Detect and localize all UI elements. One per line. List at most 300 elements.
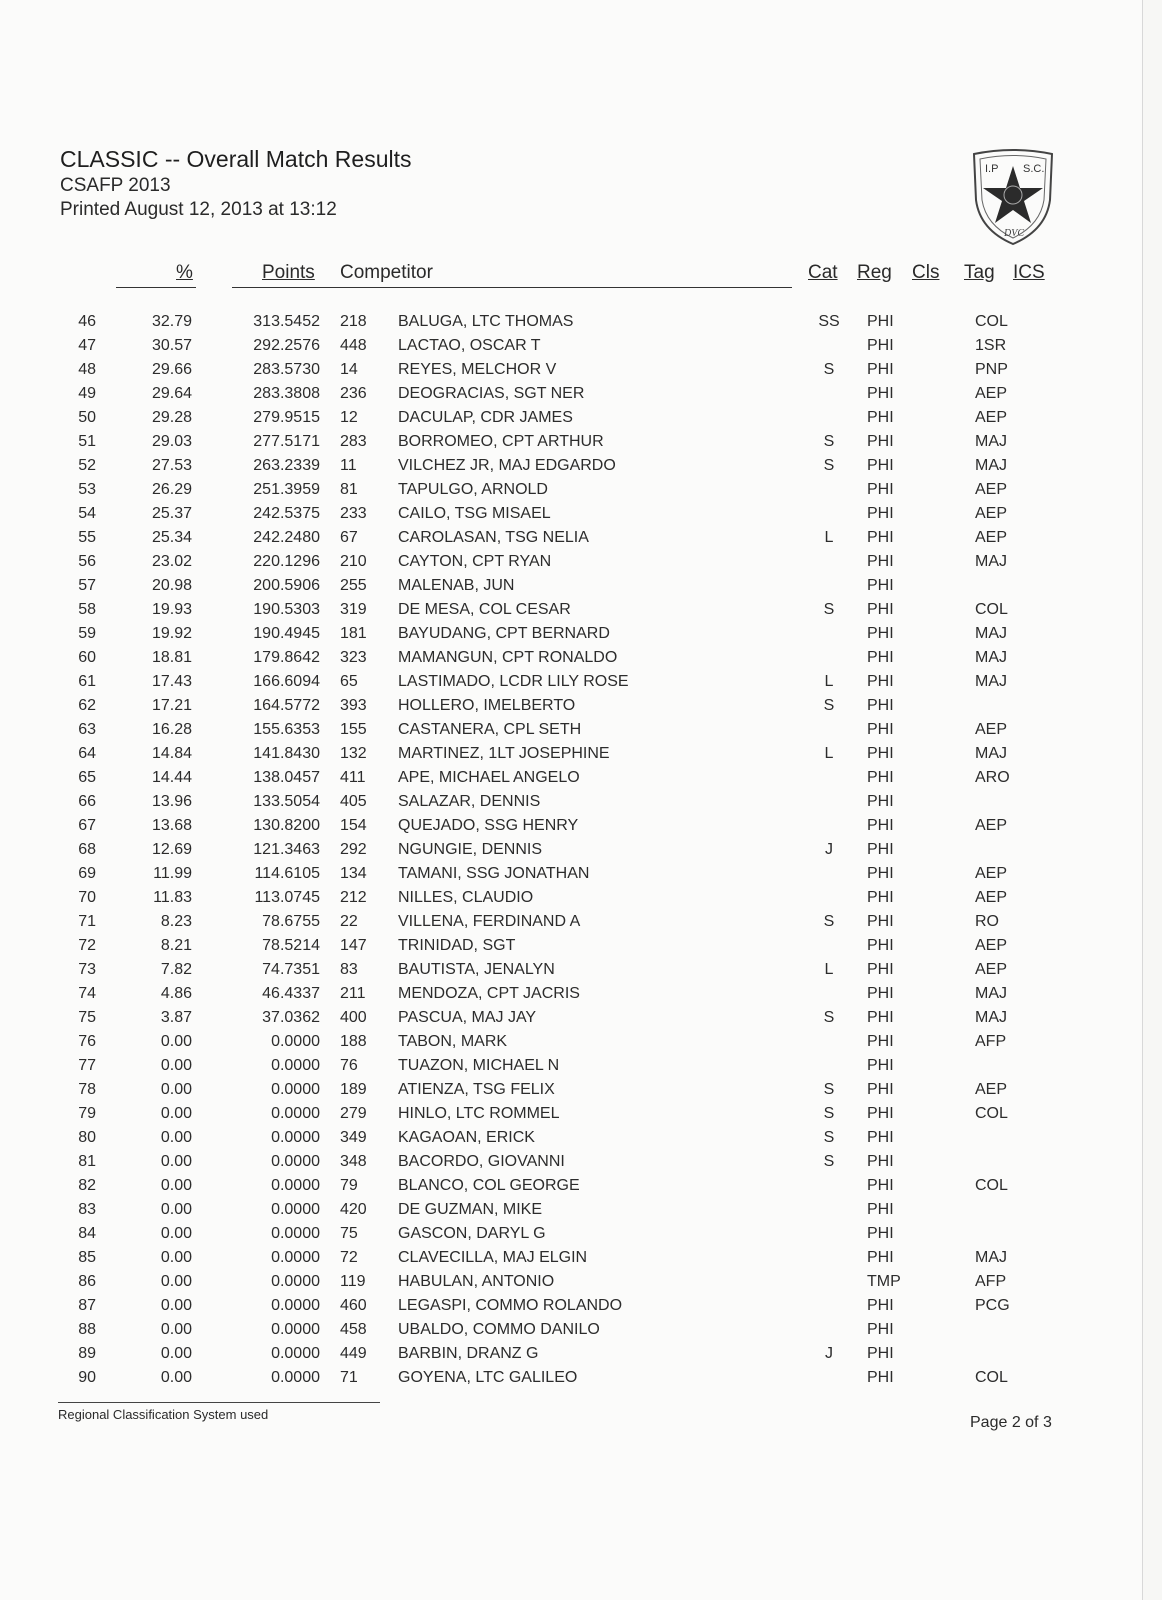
cell-percent: 3.87 [160,1009,192,1026]
cell-competitor-number: 14 [340,361,358,378]
cell-category: S [823,601,835,618]
cell-tag: MAJ [975,673,1007,690]
cell-points: 0.0000 [271,1081,320,1098]
cell-tag: AEP [975,961,1008,978]
cell-percent: 25.37 [151,505,192,522]
cell-competitor-name: MENDOZA, CPT JACRIS [398,985,580,1002]
cell-competitor-number: 212 [340,889,367,906]
cell-percent: 27.53 [151,457,192,474]
cell-competitor-name: BORROMEO, CPT ARTHUR [398,433,604,450]
cell-region: PHI [867,1201,894,1218]
cell-tag: AEP [975,721,1008,738]
cell-points: 0.0000 [271,1369,320,1386]
cell-percent: 14.44 [151,769,192,786]
cell-region: PHI [867,1297,894,1314]
cell-points: 0.0000 [271,1201,320,1218]
cell-competitor-number: 255 [340,577,367,594]
cell-region: PHI [867,937,894,954]
table-row [0,937,1142,961]
cell-region: PHI [867,1321,894,1338]
col-header-points: Points [262,262,315,283]
table-row [0,625,1142,649]
cell-points: 46.4337 [262,985,320,1002]
table-row [0,769,1142,793]
cell-place: 66 [78,793,96,810]
cell-percent: 0.00 [160,1321,192,1338]
cell-place: 81 [78,1153,96,1170]
cell-region: PHI [867,1057,894,1074]
col-header-ics: ICS [1013,262,1045,283]
cell-points: 113.0745 [254,889,320,906]
cell-place: 89 [78,1345,96,1362]
cell-tag: AEP [975,1081,1008,1098]
cell-tag: MAJ [975,1249,1007,1266]
cell-place: 63 [78,721,96,738]
cell-region: PHI [867,457,894,474]
cell-competitor-name: MAMANGUN, CPT RONALDO [398,649,618,666]
cell-region: PHI [867,649,894,666]
cell-competitor-number: 188 [340,1033,367,1050]
cell-region: PHI [867,1225,894,1242]
cell-tag: AFP [975,1273,1007,1290]
cell-category: S [823,361,835,378]
cell-points: 164.5772 [253,697,320,714]
cell-region: PHI [867,1345,894,1362]
table-row [0,889,1142,913]
cell-competitor-number: 67 [340,529,358,546]
cell-category: J [825,1345,833,1362]
cell-percent: 11.99 [153,865,192,882]
cell-place: 52 [78,457,96,474]
cell-points: 0.0000 [271,1273,320,1290]
cell-competitor-number: 11 [340,457,357,474]
cell-points: 0.0000 [271,1225,320,1242]
cell-competitor-name: TABON, MARK [398,1033,508,1050]
cell-competitor-name: DEOGRACIAS, SGT NER [398,385,585,402]
cell-competitor-name: NGUNGIE, DENNIS [398,841,543,858]
cell-competitor-number: 22 [340,913,358,930]
cell-region: PHI [867,361,894,378]
cell-region: PHI [867,1153,894,1170]
cell-place: 61 [78,673,96,690]
cell-tag: COL [975,1369,1008,1386]
cell-place: 54 [78,505,96,522]
cell-competitor-number: 218 [340,313,367,330]
cell-competitor-number: 134 [340,865,367,882]
cell-category: L [824,673,834,690]
cell-competitor-name: KAGAOAN, ERICK [398,1129,535,1146]
cell-tag: COL [975,1177,1008,1194]
cell-percent: 29.64 [151,385,192,402]
cell-region: TMP [867,1273,901,1290]
cell-competitor-number: 458 [340,1321,367,1338]
cell-points: 0.0000 [271,1153,320,1170]
cell-competitor-number: 75 [340,1225,358,1242]
svg-text:I.P: I.P [985,163,999,175]
col-header-tag: Tag [964,262,995,283]
cell-region: PHI [867,505,894,522]
cell-place: 51 [78,433,96,450]
cell-tag: AEP [975,889,1008,906]
cell-region: PHI [867,385,894,402]
cell-tag: AEP [975,385,1008,402]
col-header-reg: Reg [857,262,892,283]
cell-region: PHI [867,769,894,786]
header-underline [116,287,196,288]
cell-competitor-number: 119 [340,1273,366,1290]
cell-region: PHI [867,433,894,450]
cell-place: 84 [78,1225,96,1242]
cell-competitor-name: LACTAO, OSCAR T [398,337,541,354]
cell-region: PHI [867,1249,894,1266]
col-header-pct: % [176,262,193,283]
cell-points: 166.6094 [253,673,320,690]
cell-points: 78.5214 [262,937,320,954]
cell-place: 73 [78,961,96,978]
cell-category: J [825,841,833,858]
cell-points: 263.2339 [253,457,320,474]
cell-place: 79 [78,1105,96,1122]
cell-category: S [823,913,835,930]
cell-place: 60 [78,649,96,666]
cell-competitor-number: 81 [340,481,358,498]
cell-region: PHI [867,673,894,690]
cell-competitor-name: APE, MICHAEL ANGELO [398,769,580,786]
table-row [0,1297,1142,1321]
cell-place: 68 [78,841,96,858]
cell-competitor-name: TUAZON, MICHAEL N [398,1057,560,1074]
cell-category: S [823,1105,835,1122]
cell-points: 74.7351 [262,961,320,978]
cell-place: 67 [78,817,96,834]
match-name: CSAFP 2013 [60,174,171,196]
table-row [0,649,1142,673]
cell-points: 0.0000 [271,1345,320,1362]
cell-competitor-name: HOLLERO, IMELBERTO [398,697,576,714]
cell-points: 0.0000 [271,1177,320,1194]
cell-competitor-name: LASTIMADO, LCDR LILY ROSE [398,673,629,690]
cell-category: SS [818,313,840,330]
cell-points: 220.1296 [253,553,320,570]
cell-place: 46 [78,313,96,330]
table-row [0,361,1142,385]
table-row [0,985,1142,1009]
table-row [0,1369,1142,1393]
title-block [60,145,411,221]
cell-category: S [823,433,835,450]
cell-competitor-name: TRINIDAD, SGT [398,937,516,954]
cell-percent: 0.00 [160,1225,192,1242]
cell-tag: COL [975,601,1008,618]
cell-competitor-name: NILLES, CLAUDIO [398,889,534,906]
cell-percent: 0.00 [160,1369,192,1386]
col-header-competitor: Competitor [340,262,433,283]
cell-competitor-name: DE GUZMAN, MIKE [398,1201,543,1218]
cell-competitor-number: 411 [340,769,366,786]
cell-competitor-name: REYES, MELCHOR V [398,361,557,378]
cell-region: PHI [867,913,894,930]
table-row [0,1321,1142,1345]
cell-competitor-name: BARBIN, DRANZ G [398,1345,539,1362]
cell-competitor-number: 400 [340,1009,367,1026]
cell-competitor-name: MARTINEZ, 1LT JOSEPHINE [398,745,610,762]
table-row [0,1009,1142,1033]
cell-competitor-number: 319 [340,601,367,618]
cell-region: PHI [867,313,894,330]
cell-percent: 0.00 [160,1297,192,1314]
table-row [0,1105,1142,1129]
cell-region: PHI [867,697,894,714]
cell-region: PHI [867,625,894,642]
cell-percent: 26.29 [151,481,192,498]
cell-competitor-number: 132 [340,745,367,762]
cell-percent: 29.03 [151,433,192,450]
cell-tag: MAJ [975,649,1007,666]
cell-place: 53 [78,481,96,498]
cell-competitor-name: HABULAN, ANTONIO [398,1273,555,1290]
cell-tag: AEP [975,481,1008,498]
cell-points: 277.5171 [253,433,320,450]
table-row [0,1057,1142,1081]
table-row [0,601,1142,625]
cell-points: 37.0362 [262,1009,320,1026]
cell-competitor-number: 79 [340,1177,358,1194]
cell-competitor-name: BACORDO, GIOVANNI [398,1153,565,1170]
cell-competitor-name: CAILO, TSG MISAEL [398,505,551,522]
cell-competitor-name: MALENAB, JUN [398,577,515,594]
cell-competitor-name: VILCHEZ JR, MAJ EDGARDO [398,457,616,474]
cell-competitor-number: 181 [340,625,367,642]
table-row [0,1129,1142,1153]
cell-competitor-name: HINLO, LTC ROMMEL [398,1105,560,1122]
cell-tag: 1SR [975,337,1007,354]
cell-tag: AEP [975,529,1008,546]
cell-competitor-name: GASCON, DARYL G [398,1225,546,1242]
table-row [0,697,1142,721]
table-row [0,1153,1142,1177]
cell-region: PHI [867,1009,894,1026]
table-row [0,1081,1142,1105]
cell-points: 0.0000 [271,1033,320,1050]
cell-competitor-name: BALUGA, LTC THOMAS [398,313,574,330]
col-header-cls: Cls [912,262,940,283]
table-row [0,1225,1142,1249]
cell-competitor-name: SALAZAR, DENNIS [398,793,541,810]
cell-competitor-number: 12 [340,409,358,426]
cell-competitor-number: 448 [340,337,367,354]
page-number: Page 2 of 3 [970,1414,1052,1431]
cell-points: 190.5303 [253,601,320,618]
cell-region: PHI [867,481,894,498]
cell-competitor-name: DACULAP, CDR JAMES [398,409,573,426]
cell-place: 88 [78,1321,96,1338]
cell-place: 50 [78,409,96,426]
cell-competitor-number: 83 [340,961,358,978]
cell-points: 78.6755 [262,913,320,930]
cell-competitor-name: UBALDO, COMMO DANILO [398,1321,600,1338]
cell-points: 141.8430 [253,745,320,762]
cell-region: PHI [867,889,894,906]
cell-place: 76 [78,1033,96,1050]
cell-percent: 0.00 [160,1057,192,1074]
cell-place: 48 [78,361,96,378]
table-row [0,1201,1142,1225]
cell-competitor-name: DE MESA, COL CESAR [398,601,571,618]
cell-region: PHI [867,1033,894,1050]
cell-place: 56 [78,553,96,570]
cell-competitor-number: 189 [340,1081,367,1098]
table-row [0,577,1142,601]
cell-place: 69 [78,865,96,882]
table-row [0,865,1142,889]
cell-region: PHI [867,1177,894,1194]
cell-place: 74 [78,985,96,1002]
table-row [0,1273,1142,1297]
cell-competitor-number: 460 [340,1297,367,1314]
cell-place: 87 [78,1297,96,1314]
cell-points: 130.8200 [253,817,320,834]
cell-tag: MAJ [975,625,1007,642]
cell-competitor-name: CLAVECILLA, MAJ ELGIN [398,1249,588,1266]
cell-competitor-name: LEGASPI, COMMO ROLANDO [398,1297,623,1314]
cell-percent: 23.02 [151,553,192,570]
cell-points: 179.8642 [253,649,320,666]
cell-points: 0.0000 [271,1249,320,1266]
header-underline [232,287,792,288]
cell-competitor-name: GOYENA, LTC GALILEO [398,1369,578,1386]
cell-competitor-name: ATIENZA, TSG FELIX [398,1081,555,1098]
table-row [0,1033,1142,1057]
cell-competitor-name: TAPULGO, ARNOLD [398,481,548,498]
cell-place: 55 [78,529,96,546]
cell-percent: 29.28 [151,409,192,426]
table-row [0,385,1142,409]
cell-percent: 0.00 [160,1081,192,1098]
cell-percent: 0.00 [160,1249,192,1266]
table-row [0,913,1142,937]
cell-category: L [824,745,834,762]
cell-region: PHI [867,409,894,426]
cell-place: 90 [78,1369,96,1386]
cell-competitor-number: 210 [340,553,367,570]
cell-competitor-name: BAUTISTA, JENALYN [398,961,555,978]
cell-percent: 4.86 [160,985,192,1002]
cell-region: PHI [867,529,894,546]
cell-competitor-name: BAYUDANG, CPT BERNARD [398,625,610,642]
table-row [0,793,1142,817]
cell-points: 133.5054 [253,793,320,810]
cell-competitor-number: 76 [340,1057,358,1074]
cell-percent: 0.00 [160,1345,192,1362]
cell-competitor-number: 71 [340,1369,358,1386]
cell-place: 58 [78,601,96,618]
cell-competitor-number: 393 [340,697,367,714]
cell-tag: COL [975,1105,1008,1122]
cell-percent: 0.00 [160,1105,192,1122]
table-row [0,961,1142,985]
cell-points: 283.3808 [253,385,320,402]
cell-tag: AFP [975,1033,1007,1050]
cell-category: S [823,1129,835,1146]
cell-competitor-name: CAYTON, CPT RYAN [398,553,552,570]
table-row [0,817,1142,841]
cell-percent: 11.83 [153,889,192,906]
cell-competitor-number: 155 [340,721,367,738]
cell-tag: COL [975,313,1008,330]
cell-region: PHI [867,745,894,762]
cell-percent: 13.68 [151,817,192,834]
table-row [0,1249,1142,1273]
cell-region: PHI [867,865,894,882]
cell-tag: PNP [975,361,1008,378]
cell-region: PHI [867,577,894,594]
cell-competitor-number: 405 [340,793,367,810]
cell-percent: 32.79 [151,313,192,330]
cell-place: 47 [78,337,96,354]
cell-place: 70 [78,889,96,906]
cell-percent: 0.00 [160,1153,192,1170]
cell-competitor-number: 211 [340,985,366,1002]
cell-place: 77 [78,1057,96,1074]
cell-tag: ARO [975,769,1010,786]
cell-category: L [824,961,834,978]
cell-region: PHI [867,1081,894,1098]
table-row [0,673,1142,697]
cell-points: 313.5452 [253,313,320,330]
cell-competitor-number: 420 [340,1201,367,1218]
cell-percent: 0.00 [160,1033,192,1050]
cell-region: PHI [867,985,894,1002]
cell-tag: AEP [975,937,1008,954]
cell-place: 71 [78,913,96,930]
cell-competitor-name: QUEJADO, SSG HENRY [398,817,579,834]
cell-percent: 13.96 [151,793,192,810]
cell-percent: 19.93 [151,601,192,618]
cell-percent: 29.66 [151,361,192,378]
cell-place: 65 [78,769,96,786]
cell-points: 283.5730 [253,361,320,378]
cell-region: PHI [867,337,894,354]
cell-percent: 0.00 [160,1129,192,1146]
cell-points: 200.5906 [253,577,320,594]
cell-place: 85 [78,1249,96,1266]
table-row [0,529,1142,553]
cell-competitor-number: 323 [340,649,367,666]
cell-percent: 12.69 [151,841,192,858]
col-header-cat: Cat [808,262,838,283]
cell-tag: PCG [975,1297,1010,1314]
cell-region: PHI [867,1105,894,1122]
cell-competitor-number: 292 [340,841,367,858]
cell-percent: 20.98 [151,577,192,594]
cell-percent: 0.00 [160,1177,192,1194]
cell-tag: MAJ [975,1009,1007,1026]
cell-category: S [823,697,835,714]
cell-competitor-number: 349 [340,1129,367,1146]
cell-category: S [823,1009,835,1026]
cell-place: 49 [78,385,96,402]
cell-competitor-number: 147 [340,937,367,954]
cell-percent: 17.21 [151,697,192,714]
svg-text:S.C.: S.C. [1023,163,1045,175]
cell-points: 121.3463 [253,841,320,858]
cell-region: PHI [867,1369,894,1386]
cell-points: 292.2576 [253,337,320,354]
cell-place: 59 [78,625,96,642]
cell-place: 78 [78,1081,96,1098]
cell-points: 114.6105 [254,865,320,882]
cell-points: 0.0000 [271,1129,320,1146]
